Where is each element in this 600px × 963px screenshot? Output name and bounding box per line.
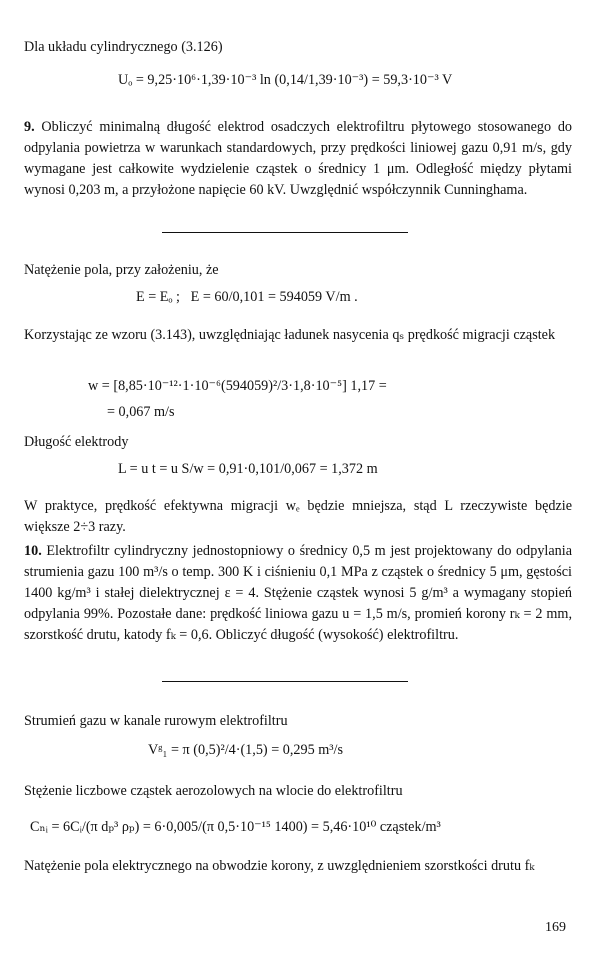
page-number: 169 (545, 920, 566, 935)
equation-migration-1: w = [8,85·10⁻¹²·1·10⁻⁶(594059)²/3·1,8·10⁻⁵] 1,17 = (88, 378, 387, 394)
solution-practice-note: W praktyce, prędkość efektywna migracji wₑ będzie mniejsza, stąd L rzeczywiste będzie większe 2÷3 razy. (24, 498, 572, 535)
solution-length-intro: Długość elektrody (24, 434, 129, 450)
intro-line: Dla układu cylindrycznego (3.126) (24, 39, 223, 55)
equation-concentration: Cₙᵢ = 6Cᵢ/(π dₚ³ ρₚ) = 6·0,005/(π 0,5·10⁻¹⁵ 1400) = 5,46·10¹⁰ cząstek/m³ (30, 819, 441, 835)
problem-9-text: Obliczyć minimalną długość elektrod osadczych elektrofiltru płytowego stosowanego do odpylania powietrza w warunkach standardowych, przy prędkości liniowej gazu 0,91 m/s, gdy wymagane jest całkowite wydzielenie cząstek o średnicy 1 μm. Odległość między płytami wynosi 0,203 m, a przyłożone napięcie 60 kV. Uwzględnić współczynnik Cunninghama. (24, 119, 573, 198)
equation-migration-2: = 0,067 m/s (107, 404, 175, 420)
problem-10-number: 10. (24, 543, 42, 559)
problem-9 (24, 117, 572, 201)
solution-migration-text: Korzystając ze wzoru (3.143), uwzględniając ładunek nasycenia qₛ prędkość migracji cząstek (24, 327, 556, 343)
equation-gas-flow: Vᵍ₁ = π (0,5)²/4·(1,5) = 0,295 m³/s (148, 742, 343, 758)
solution-field-intro: Natężenie pola, przy założeniu, że (24, 262, 219, 278)
equation-length: L = u t = u S/w = 0,91·0,101/0,067 = 1,372 m (118, 461, 378, 477)
problem-9-number: 9. (24, 119, 35, 135)
solution-concentration-intro: Stężenie liczbowe cząstek aerozolowych na wlocie do elektrofiltru (24, 783, 403, 799)
solution-gas-flow-intro: Strumień gazu w kanale rurowym elektrofiltru (24, 713, 288, 729)
separator-rule (162, 232, 408, 233)
equation-u0: Uₒ = 9,25·10⁶·1,39·10⁻³ ln (0,14/1,39·10⁻³) = 59,3·10⁻³ V (118, 72, 453, 88)
problem-10-text: Elektrofiltr cylindryczny jednostopniowy o średnicy 0,5 m jest projektowany do odpylania strumienia gazu 100 m³/s o temp. 300 K i ciśnieniu 0,1 MPa z cząstek o średnicy 5 μm, gęstości 1400 kg/m³ i stałej dielektrycznej ε = 4. Stężenie cząstek wynosi 5 g/m³ a wymagany stopień odpylania 99%. Pozostałe dane: prędkość liniowa gazu u = 1,5 m/s, promień korony rₖ = 2 mm, szorstkość drutu, katody fₖ = 0,6. Obliczyć długość (wysokość) elektrofiltru. (24, 543, 573, 643)
separator-rule (162, 681, 408, 682)
problem-10 (24, 541, 572, 646)
solution-field-corona-text: Natężenie pola elektrycznego na obwodzie korony, z uwzględnieniem szorstkości drutu fₖ (24, 858, 535, 874)
equation-field: E = Eₒ ; E = 60/0,101 = 594059 V/m . (136, 289, 358, 305)
